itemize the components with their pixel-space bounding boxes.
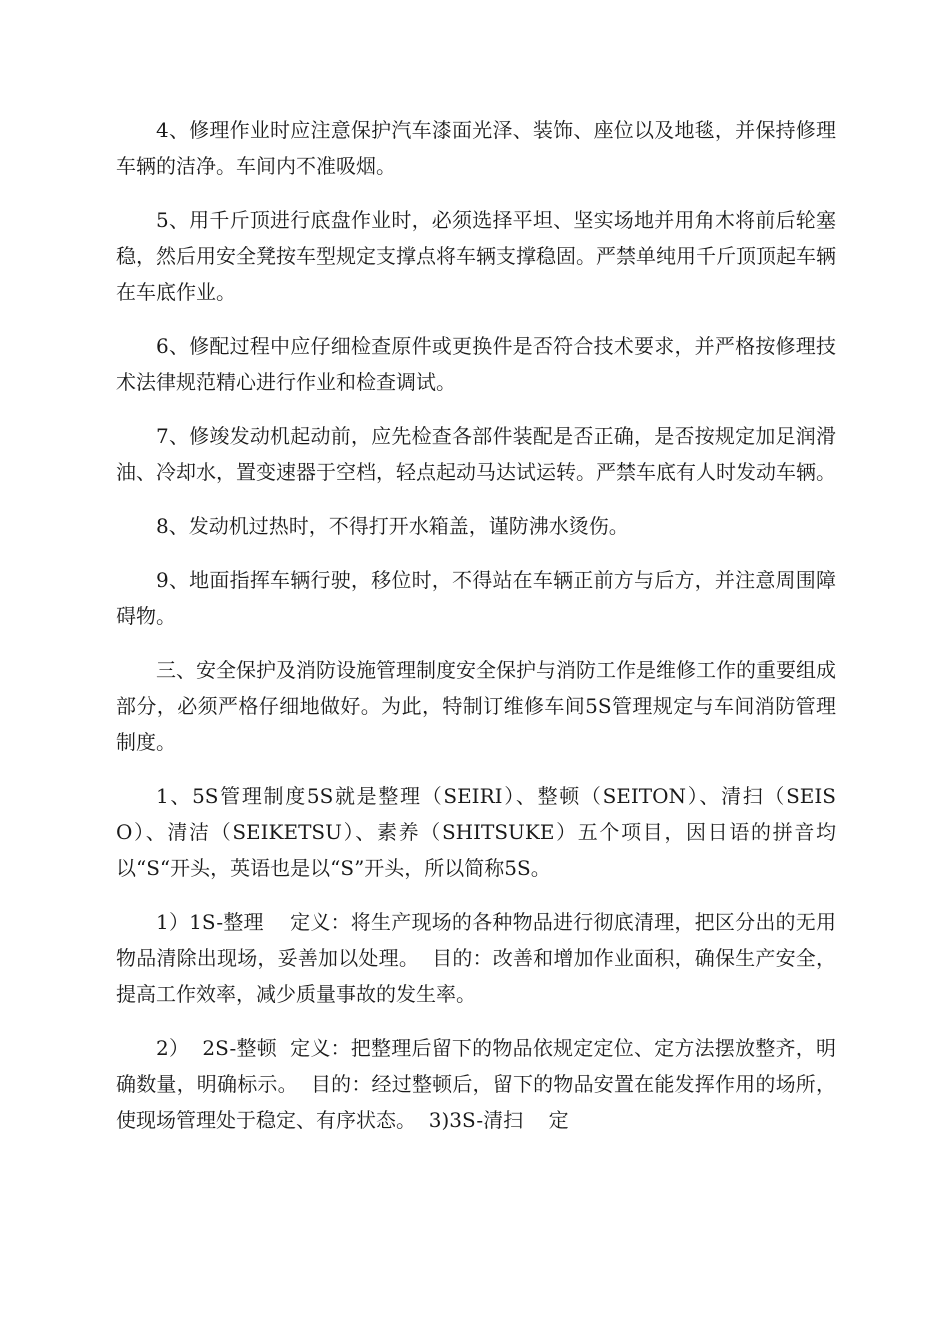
paragraph-2s-seiton: 2） 2S-整顿 定义：把整理后留下的物品依规定定位、定方法摆放整齐，明确数量，明确标示。 目的：经过整顿后，留下的物品安置在能发挥作用的场所，使现场管理处于稳定、有序状态。 3)3S-清扫 定	[116, 1036, 836, 1132]
paragraph-item-6: 6、修配过程中应仔细检查原件或更换件是否符合技术要求，并严格按修理技术法律规范精心进行作业和检查调试。	[116, 334, 836, 394]
paragraph-item-4: 4、修理作业时应注意保护汽车漆面光泽、装饰、座位以及地毯，并保持修理车辆的洁净。车间内不准吸烟。	[116, 118, 836, 178]
paragraph-item-5: 5、用千斤顶进行底盘作业时，必须选择平坦、坚实场地并用角木将前后轮塞稳，然后用安全凳按车型规定支撑点将车辆支撑稳固。严禁单纯用千斤顶顶起车辆在车底作业。	[116, 208, 836, 304]
paragraph-item-9: 9、地面指挥车辆行驶，移位时，不得站在车辆正前方与后方，并注意周围障碍物。	[116, 568, 836, 628]
section-heading-paragraph: 三、安全保护及消防设施管理制度安全保护与消防工作是维修工作的重要组成部分，必须严格仔细地做好。为此，特制订维修车间5S管理规定与车间消防管理制度。	[116, 658, 836, 754]
paragraph-item-7: 7、修竣发动机起动前，应先检查各部件装配是否正确，是否按规定加足润滑油、冷却水，置变速器于空档，轻点起动马达试运转。严禁车底有人时发动车辆。	[116, 424, 836, 484]
paragraph-item-8: 8、发动机过热时，不得打开水箱盖，谨防沸水烫伤。	[156, 514, 629, 538]
paragraph-5s-intro: 1、5S管理制度5S就是整理（SEIRI）、整顿（SEITON）、清扫（SEISO）、清洁（SEIKETSU）、素养（SHITSUKE）五个项目，因日语的拼音均以“S“开头，英语也是以“S”开头，所以简称5S。	[116, 784, 836, 880]
document-page	[116, 112, 836, 1156]
paragraph-1s-seiri: 1）1S-整理 定义：将生产现场的各种物品进行彻底清理，把区分出的无用物品清除出现场，妥善加以处理。 目的：改善和增加作业面积，确保生产安全，提高工作效率，减少质量事故的发生率。	[116, 910, 836, 1006]
